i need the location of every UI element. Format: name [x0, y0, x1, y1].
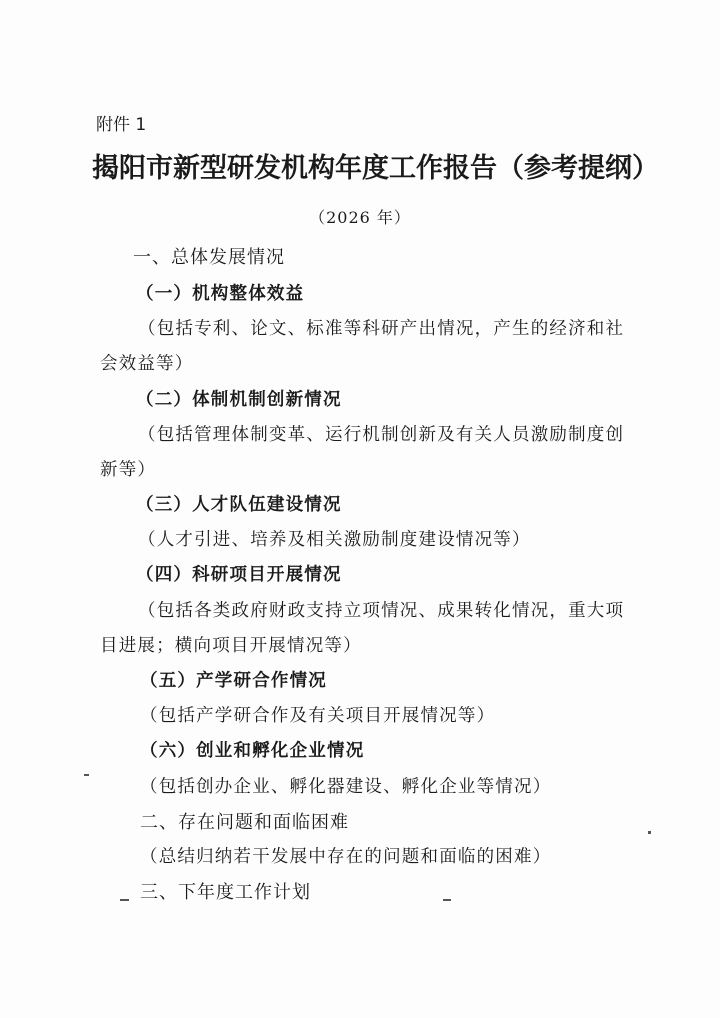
body-text-talent: （人才引进、培养及相关激励制度建设情况等）	[138, 530, 531, 550]
body-text-problems: （总结归纳若干发展中存在的问题和面临的困难）	[140, 847, 552, 867]
subsection-heading-research-projects: （四）科研项目开展情况	[136, 565, 342, 585]
body-text-projects-line-1: （包括各类政府财政支持立项情况、成果转化情况，重大项	[138, 601, 625, 621]
body-text-benefits-line-2: 会效益等）	[100, 354, 194, 374]
scan-speck	[443, 899, 451, 901]
section-heading-overall-development: 一、总体发展情况	[133, 247, 285, 268]
body-text-mechanism-line-1: （包括管理体制变革、运行机制创新及有关人员激励制度创	[138, 425, 625, 445]
report-year: （2026 年）	[309, 208, 411, 227]
body-text-cooperation: （包括产学研合作及有关项目开展情况等）	[140, 706, 496, 726]
section-heading-next-year-plan: 三、下年度工作计划	[140, 882, 311, 903]
scan-speck	[120, 899, 129, 901]
subsection-heading-talent-team: （三）人才队伍建设情况	[136, 495, 342, 515]
body-text-projects-line-2: 目进展；横向项目开展情况等）	[100, 636, 362, 656]
scan-speck	[648, 831, 651, 834]
body-text-mechanism-line-2: 新等）	[100, 460, 157, 480]
subsection-heading-incubation: （六）创业和孵化企业情况	[140, 741, 365, 761]
body-text-incubation: （包括创办企业、孵化器建设、孵化企业等情况）	[140, 777, 552, 797]
document-title: 揭阳市新型研发机构年度工作报告（参考提纲）	[92, 153, 659, 184]
body-text-benefits-line-1: （包括专利、论文、标准等科研产出情况，产生的经济和社	[138, 319, 625, 339]
attachment-label: 附件 1	[96, 115, 147, 135]
scan-speck	[84, 774, 89, 776]
subsection-heading-industry-cooperation: （五）产学研合作情况	[140, 671, 327, 691]
section-heading-problems: 二、存在问题和面临困难	[140, 812, 349, 833]
subsection-heading-institution-benefits: （一）机构整体效益	[136, 284, 305, 304]
subsection-heading-mechanism-innovation: （二）体制机制创新情况	[136, 390, 342, 410]
